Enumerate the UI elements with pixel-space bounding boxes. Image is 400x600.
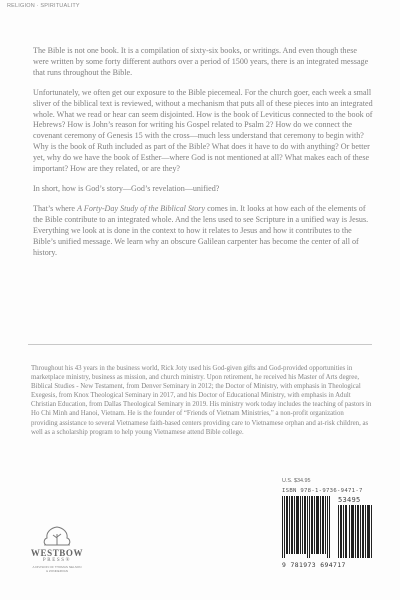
barcode-digits: 9 781973 694717 <box>282 561 346 569</box>
publisher-division-line-2: & ZONDERVAN <box>45 569 69 573</box>
barcode <box>282 496 374 562</box>
book-title: A Forty-Day Study of the Biblical Story <box>77 203 206 213</box>
divider-line <box>28 344 372 345</box>
westbow-tree-icon <box>22 525 92 549</box>
paragraph-1: The Bible is not one book. It is a compilation of sixty-six books, or writings. And even though these were written by some forty different authors over a period of 1500 years, there is an integrated message that runs throughout the Bible. <box>33 46 369 77</box>
barcode-icon <box>282 496 374 562</box>
publisher-press: PRESS® <box>42 558 72 563</box>
isbn-label: ISBN 978-1-9736-9471-7 <box>282 488 363 494</box>
author-bio: Throughout his 43 years in the business world, Rick Joty used his God-given gifts and God-provided opportunities in marketplace ministry, business as mission, and church ministry. Upon retirement, he received his Master of Arts degree, Biblical Studies - New Testament, from Denver Seminary in 2012; the Doctor of Ministry, with emphasis in Theological Exegesis, from Knox Theological Seminary in 2017, and his Doctor of Educational Ministry, with emphasis in Adult Christian Education, from Dallas Theological Seminary in 2019. His ministry work today includes the teaching of pastors in Ho Chi Minh and Hanoi, Vietnam. He is the founder of “Friends of Vietnam Ministries,” a non-profit organization providing assistance to several Vietnamese faith-based centers providing care to Vietnamese orphan and at-risk children, as well as a scholarship program to help young Vietnamese attend Bible college. <box>31 365 372 436</box>
paragraph-4-start: That’s where <box>33 203 78 213</box>
paragraph-2: Unfortunately, we often get our exposure to the Bible piecemeal. For the church goer, each week a small sliver of the biblical text is reviewed, without a mechanism that puts all of these pieces into an integrated whole. What we read or hear can seem disjointed. How is the book of Leviticus connected to the book of Hebrews? How is John’s reason for writing his Gospel related to Psalm 2? How do we connect the covenant ceremony of Genesis 15 with the cross—much less understand that ceremony to begin with? Why is the book of Ruth included as part of the Bible? What does it have to do with anything? Or better yet, why do we have the book of Esther—where God is not mentioned at all? What makes each of these important? How are they related, or are they? <box>33 87 373 174</box>
price-label: U.S. $34.95 <box>282 478 311 484</box>
paragraph-4 <box>33 204 373 259</box>
description-text <box>33 46 373 267</box>
publisher-name: WESTBOW <box>30 548 84 558</box>
category-label: RELIGION · SPIRITUALITY <box>7 3 80 9</box>
paragraph-4-end: comes in. It looks at how each of the elements of the Bible contribute to an integrated whole. And the lens used to see Scripture in a unified way is Jesus. Everything we look at is done in the context to how it relates to Jesus and how it contributes to the Bible’s unified message. We learn why an obscure Galilean carpenter has become the center of all of history. <box>33 203 369 257</box>
publisher-division-line-1: A DIVISION OF THOMAS NELSON <box>32 565 82 569</box>
barcode-addon-digits: 53495 <box>338 496 361 504</box>
paragraph-3: In short, how is God’s story—God’s revelation—unified? <box>33 183 220 193</box>
